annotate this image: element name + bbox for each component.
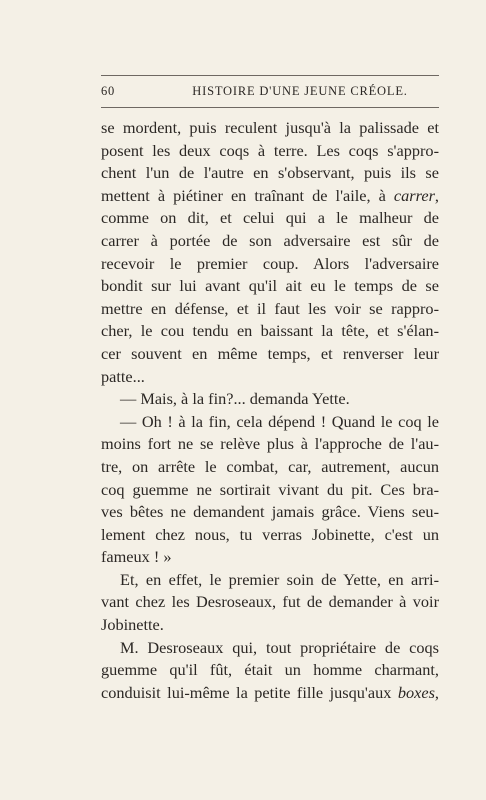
text-line: bondit sur lui avant qu'il ait eu le temps de se	[101, 276, 439, 296]
text-line: lement chez nous, tu verras Jobinette, c'est un	[101, 524, 439, 544]
text-line: recevoir le premier coup. Alors l'adversaire	[101, 253, 439, 273]
text-line: se mordent, puis reculent jusqu'à la palissade et	[101, 118, 439, 137]
page-number: 60	[101, 84, 116, 98]
text-line: ves bêtes ne demandent jamais grâce. Viens seu-	[101, 502, 439, 522]
text-line: coq guemme ne sortirait vivant du pit. Ces bra-	[101, 479, 439, 499]
body-text	[101, 117, 439, 704]
text-line: Et, en effet, le premier soin de Yette, en arri-	[120, 569, 439, 589]
text-line: — Oh ! à la fin, cela dépend ! Quand le coq le	[120, 411, 439, 431]
text-line: cher, le cou tendu en baissant la tête, et s'élan-	[101, 321, 439, 341]
text-line: tre, on arrête le combat, car, autrement, aucun	[101, 456, 439, 476]
text-line: fameux ! »	[101, 547, 172, 567]
text-line: vant chez les Desroseaux, fut de demander à voir	[101, 592, 439, 612]
running-title: HISTOIRE D'UNE JEUNE CRÉOLE.	[192, 84, 408, 98]
header-rule-top	[101, 75, 439, 76]
text-line: moins fort ne se relève plus à l'approche de l'au-	[101, 434, 439, 454]
text-line: — Mais, à la fin?... demanda Yette.	[120, 389, 350, 409]
text-line: Jobinette.	[101, 615, 164, 635]
text-line: mettre en défense, et il faut les voir se rappro-	[101, 298, 439, 318]
text-line: mettent à piétiner en traînant de l'aile, à carrer,	[101, 185, 439, 205]
header-rule-bottom	[101, 107, 439, 108]
text-line: chent l'un de l'autre en s'observant, puis ils se	[101, 163, 439, 183]
text-line: conduisit lui-même la petite fille jusqu'aux boxes,	[101, 682, 439, 702]
text-line: cer souvent en même temps, et renverser leur	[101, 343, 439, 363]
text-line: M. Desroseaux qui, tout propriétaire de coqs	[120, 637, 439, 657]
text-line: carrer à portée de son adversaire est sûr de	[101, 230, 439, 250]
text-line: comme on dit, et celui qui a le malheur de	[101, 208, 439, 228]
text-line: guemme qu'il fût, était un homme charmant,	[101, 660, 439, 680]
text-line: patte...	[101, 366, 145, 386]
text-line: posent les deux coqs à terre. Les coqs s'appro-	[101, 140, 439, 160]
